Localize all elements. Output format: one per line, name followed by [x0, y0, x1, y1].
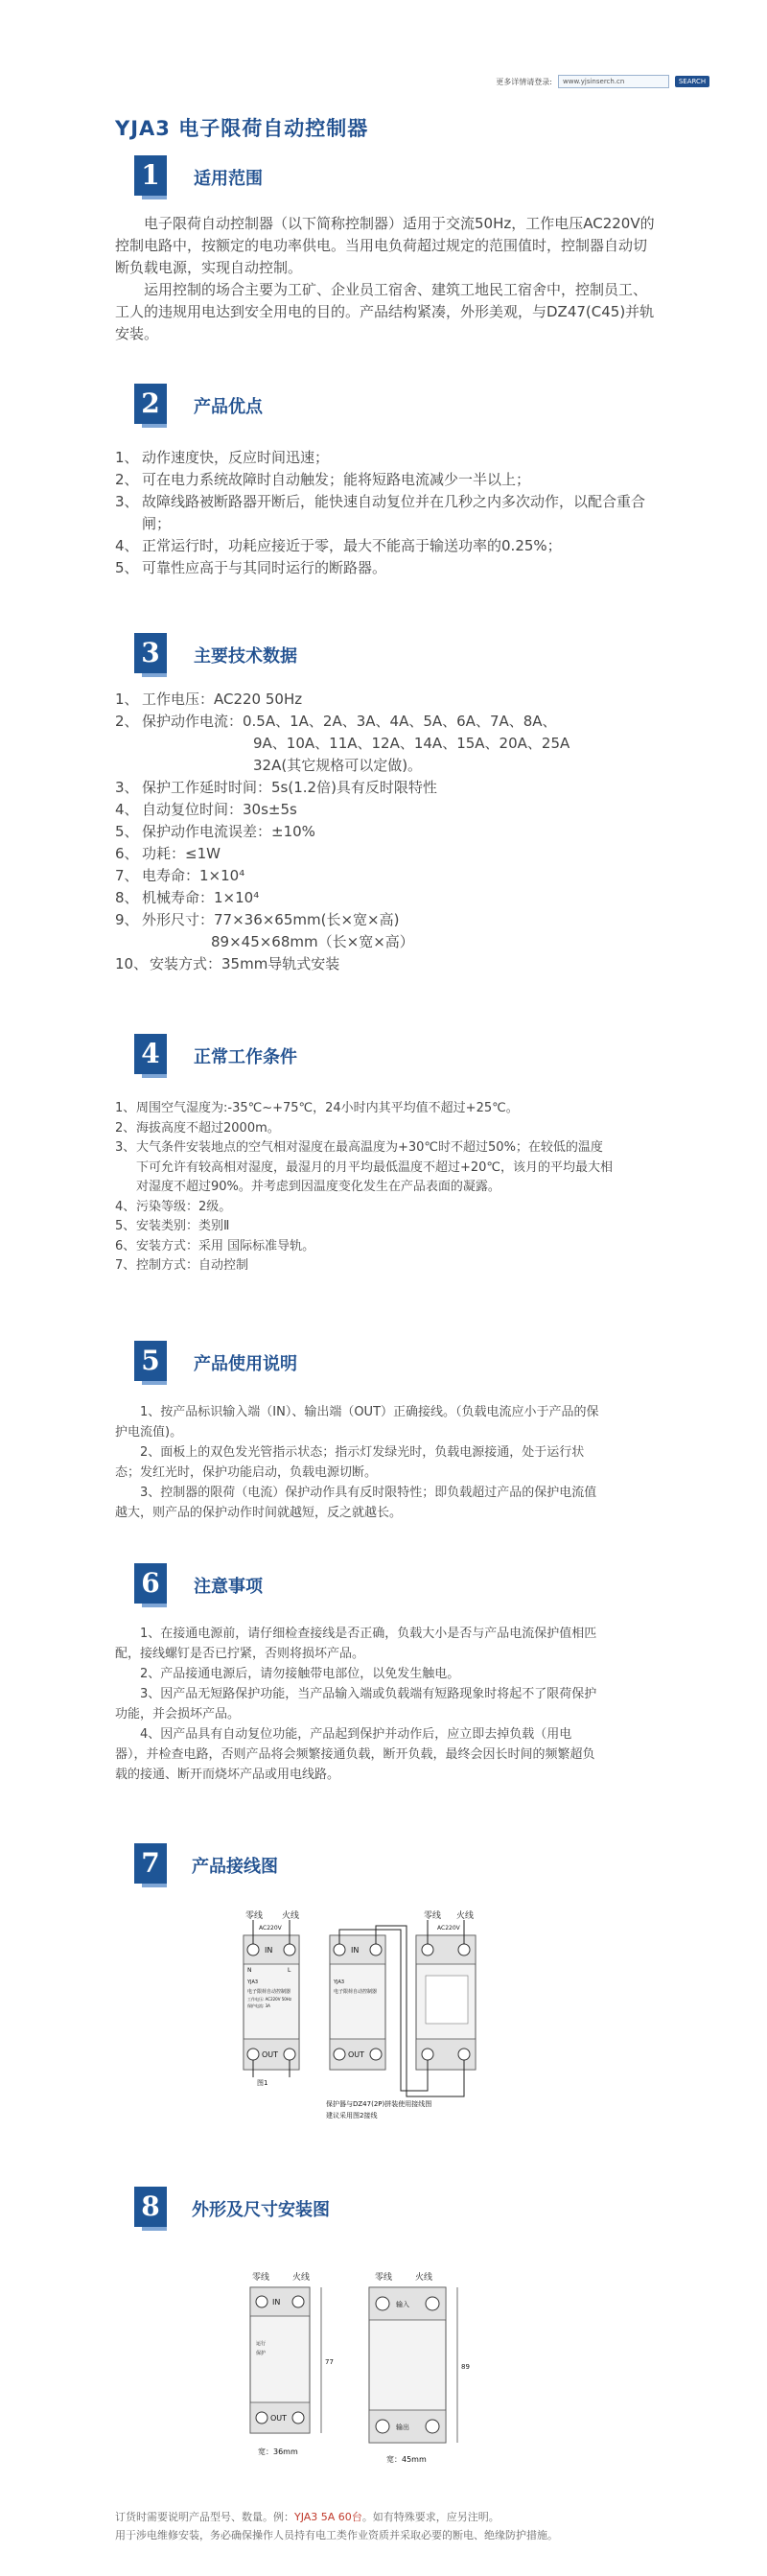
search-label: 更多详情请登录: — [496, 77, 552, 86]
section-header-7 — [134, 1843, 671, 1887]
section-title: 正常工作条件 — [194, 1047, 297, 1067]
current-text: 保护电流: 3A — [247, 2003, 270, 2008]
list-item: 4、 自动复位时间：30s±5s — [115, 801, 297, 818]
in-label-2: IN — [351, 1946, 360, 1955]
fig1-label: 图1 — [257, 2079, 268, 2087]
scope-paragraph: 电子限荷自动控制器（以下简称控制器）适用于交流50Hz，工作电压AC220V的控制电路中，按额定的电功率供电。当用电负荷超过规定的范围值时，控制器自动切断负载电源，实现自动控制。 — [115, 215, 655, 276]
zero-line-label-2: 零线 — [424, 1911, 442, 1921]
search-input[interactable]: www.yjsinserch.cn — [558, 75, 669, 88]
section-header-8 — [134, 2187, 671, 2231]
zero-line-label: 零线 — [245, 1911, 264, 1921]
usage-paragraph: 1、按产品标识输入端（IN）、输出端（OUT）正确接线。（负载电流应小于产品的保护电流值)。 — [115, 1405, 599, 1440]
wiring-note-2: 建议采用图2接线 — [326, 2112, 378, 2119]
top-search-bar — [496, 75, 709, 88]
device-text-2: 电子限荷自动控制器 — [334, 1989, 378, 1995]
list-item: 1、 工作电压：AC220 50Hz — [115, 691, 303, 708]
section-header-1 — [134, 155, 671, 199]
brand-label: YJA3 — [247, 1979, 259, 1985]
list-item: 9A、10A、11A、12A、14A、15A、20A、25A — [253, 735, 570, 752]
out-label: OUT — [262, 2050, 279, 2059]
list-item: 6、 功耗：≤1W — [115, 845, 221, 862]
width-45-label: 宽：45mm — [386, 2455, 427, 2464]
list-item: 1、 周围空气湿度为:-35℃~+75℃，24小时内其平均值不超过+25℃。 — [115, 1101, 519, 1115]
out-label-2: OUT — [348, 2050, 365, 2059]
scope-text — [115, 213, 657, 345]
brand-label-2: YJA3 — [334, 1979, 345, 1985]
section-header-3 — [134, 633, 671, 677]
l-label: L — [288, 1967, 291, 1974]
list-item: 4、 污染等级：2级。 — [115, 1199, 232, 1214]
list-item: 89×45×68mm（长×宽×高） — [211, 933, 414, 950]
section-number: 5 — [134, 1341, 167, 1381]
caution-paragraph: 4、因产品具有自动复位功能，产品起到保护并动作后，应立即去掉负载（用电器），并检查电路，否则产品将会频繁接通负载，断开负载，最终会因长时间的频繁超负载的接通、断开而烧坏产品或用电线路。 — [115, 1727, 595, 1782]
zero-label-2: 零线 — [375, 2273, 393, 2283]
caution-text — [115, 1624, 599, 1785]
n-label: N — [247, 1967, 252, 1974]
list-item: 9、 外形尺寸：77×36×65mm(长×宽×高) — [115, 911, 400, 928]
section-number: 2 — [134, 384, 167, 424]
width-36-label: 宽：36mm — [258, 2447, 298, 2456]
zero-label: 零线 — [252, 2273, 270, 2283]
footer-note — [115, 2508, 652, 2544]
list-item: 2、 海拔高度不超过2000m。 — [115, 1120, 280, 1136]
live-line-label-2: 火线 — [456, 1911, 475, 1921]
scope-paragraph: 运用控制的场合主要为工矿、企业员工宿舍、建筑工地民工宿舍中，控制员工、工人的违规用电达到安全用电的目的。产品结构紧凑，外形美观，与DZ47(C45)并轨安装。 — [115, 281, 655, 342]
order-note: 订货时需要说明产品型号、数量。例：YJA3 5A 60台。如有特殊要求，应另注明。 — [115, 2511, 500, 2523]
caution-paragraph: 1、在接通电源前，请仔细检查接线是否正确，负载大小是否与产品电流保护值相匹配，接线螺钉是否已拧紧，否则将损坏产品。 — [115, 1627, 597, 1661]
section-title: 主要技术数据 — [194, 646, 297, 667]
section-number: 7 — [134, 1843, 167, 1884]
search-button[interactable]: SEARCH — [675, 76, 709, 87]
device-36mm — [250, 2287, 310, 2433]
safety-note: 用于涉电维修安装，务必确保操作人员持有电工类作业资质并采取必要的断电、绝缘防护措施。 — [115, 2529, 558, 2541]
usage-paragraph: 3、控制器的限荷（电流）保护动作具有反时限特性；即负载超过产品的保护电流值越大，则产品的保护动作时间就越短，反之就越长。 — [115, 1486, 597, 1520]
section-number: 6 — [134, 1563, 167, 1604]
list-item: 6、 安装方式：采用 国际标准导轨。 — [115, 1238, 315, 1253]
list-item: 1、 动作速度快，反应时间迅速； — [115, 449, 330, 466]
list-item: 3、 保护工作延时时间：5s(1.2倍)具有反时限特性 — [115, 779, 437, 796]
device-2 — [330, 1935, 385, 2070]
wiring-diagram — [238, 1909, 516, 2129]
section-title: 产品使用说明 — [194, 1354, 297, 1374]
list-item: 5、 安装类别：类别Ⅱ — [115, 1219, 230, 1233]
protect-label: 保护 — [256, 2351, 267, 2356]
list-item: 3、 故障线路被断路器开断后，能快速自动复位并在几秒之内多次动作，以配合重合闸； — [115, 493, 646, 532]
list-item: 7、 控制方式：自动控制 — [115, 1258, 249, 1273]
voltage-text: 工作电压: AC220V 50Hz — [247, 1997, 291, 2002]
section-header-5 — [134, 1341, 671, 1385]
list-item: 10、 安装方式：35mm导轨式安装 — [115, 955, 340, 972]
list-item: 7、 电寿命：1×10⁴ — [115, 867, 245, 884]
output-label: 输出 — [396, 2424, 409, 2431]
list-item: 5、 保护动作电流误差：±10% — [115, 823, 315, 840]
device-45mm — [369, 2287, 446, 2443]
section-number: 3 — [134, 633, 167, 673]
breaker-device — [416, 1935, 476, 2070]
list-item: 4、 正常运行时，功耗应接近于零，最大不能高于输送功率的0.25%； — [115, 537, 562, 554]
section-header-6 — [134, 1563, 671, 1607]
list-item: 3、 大气条件安装地点的空气相对湿度在最高温度为+30℃时不超过50%；在较低的温度下可允许有较高相对湿度，最湿月的月平均最低温度不超过+20℃，该月的平均最大相对湿度不超过90%。并考虑到因温度变化发生在产品表面的凝露。 — [115, 1140, 614, 1194]
section-number: 1 — [134, 155, 167, 196]
advantages-list — [115, 447, 671, 579]
tech-list — [115, 689, 671, 975]
section-title: 产品接线图 — [192, 1857, 278, 1877]
ac-label-2: AC220V — [437, 1925, 460, 1932]
live-label-2: 火线 — [415, 2273, 433, 2283]
caution-paragraph: 2、产品接通电源后，请勿接触带电部位，以免发生触电。 — [140, 1667, 460, 1681]
height-77-label: 77 — [325, 2358, 334, 2366]
list-item: 2、 保护动作电流：0.5A、1A、2A、3A、4A、5A、6A、7A、8A、 — [115, 713, 557, 730]
list-item: 32A(其它规格可以定做)。 — [253, 757, 423, 774]
wiring-note-1: 保护器与DZ47(2P)拼装使用接线图 — [326, 2100, 432, 2108]
section-title: 外形及尺寸安装图 — [192, 2200, 330, 2220]
height-89-label: 89 — [461, 2363, 470, 2371]
list-item: 5、 可靠性应高于与其同时运行的断路器。 — [115, 559, 387, 576]
dimensions-diagram — [244, 2268, 494, 2470]
list-item: 2、 可在电力系统故障时自动触发；能将短路电流减少一半以上； — [115, 471, 531, 488]
section-number: 4 — [134, 1034, 167, 1074]
usage-text — [115, 1402, 599, 1523]
in-label: IN — [265, 1946, 273, 1955]
section-number: 8 — [134, 2187, 167, 2227]
input-label: 输入 — [396, 2301, 409, 2308]
out-label: OUT — [270, 2414, 288, 2423]
usage-paragraph: 2、面板上的双色发光管指示状态；指示灯发绿光时，负载电源接通，处于运行状态；发红光时，保护功能启动，负载电源切断。 — [115, 1445, 585, 1480]
status-label: 运行 — [256, 2341, 267, 2347]
device-text: 电子限荷自动控制器 — [247, 1989, 291, 1995]
section-title: 注意事项 — [194, 1577, 263, 1597]
page-title: YJA3 电子限荷自动控制器 — [115, 117, 369, 140]
caution-paragraph: 3、因产品无短路保护功能，当产品输入端或负载端有短路现象时将起不了限荷保护功能，并会损坏产品。 — [115, 1687, 597, 1721]
ac-label: AC220V — [259, 1925, 282, 1932]
device-1 — [244, 1935, 299, 2070]
list-item: 8、 机械寿命：1×10⁴ — [115, 889, 260, 906]
section-header-4 — [134, 1034, 671, 1078]
in-label: IN — [272, 2298, 281, 2307]
conditions-list — [115, 1099, 614, 1276]
section-header-2 — [134, 384, 671, 428]
section-title: 适用范围 — [194, 169, 263, 189]
live-line-label: 火线 — [282, 1911, 300, 1921]
live-label: 火线 — [292, 2273, 311, 2283]
section-title: 产品优点 — [194, 397, 263, 417]
